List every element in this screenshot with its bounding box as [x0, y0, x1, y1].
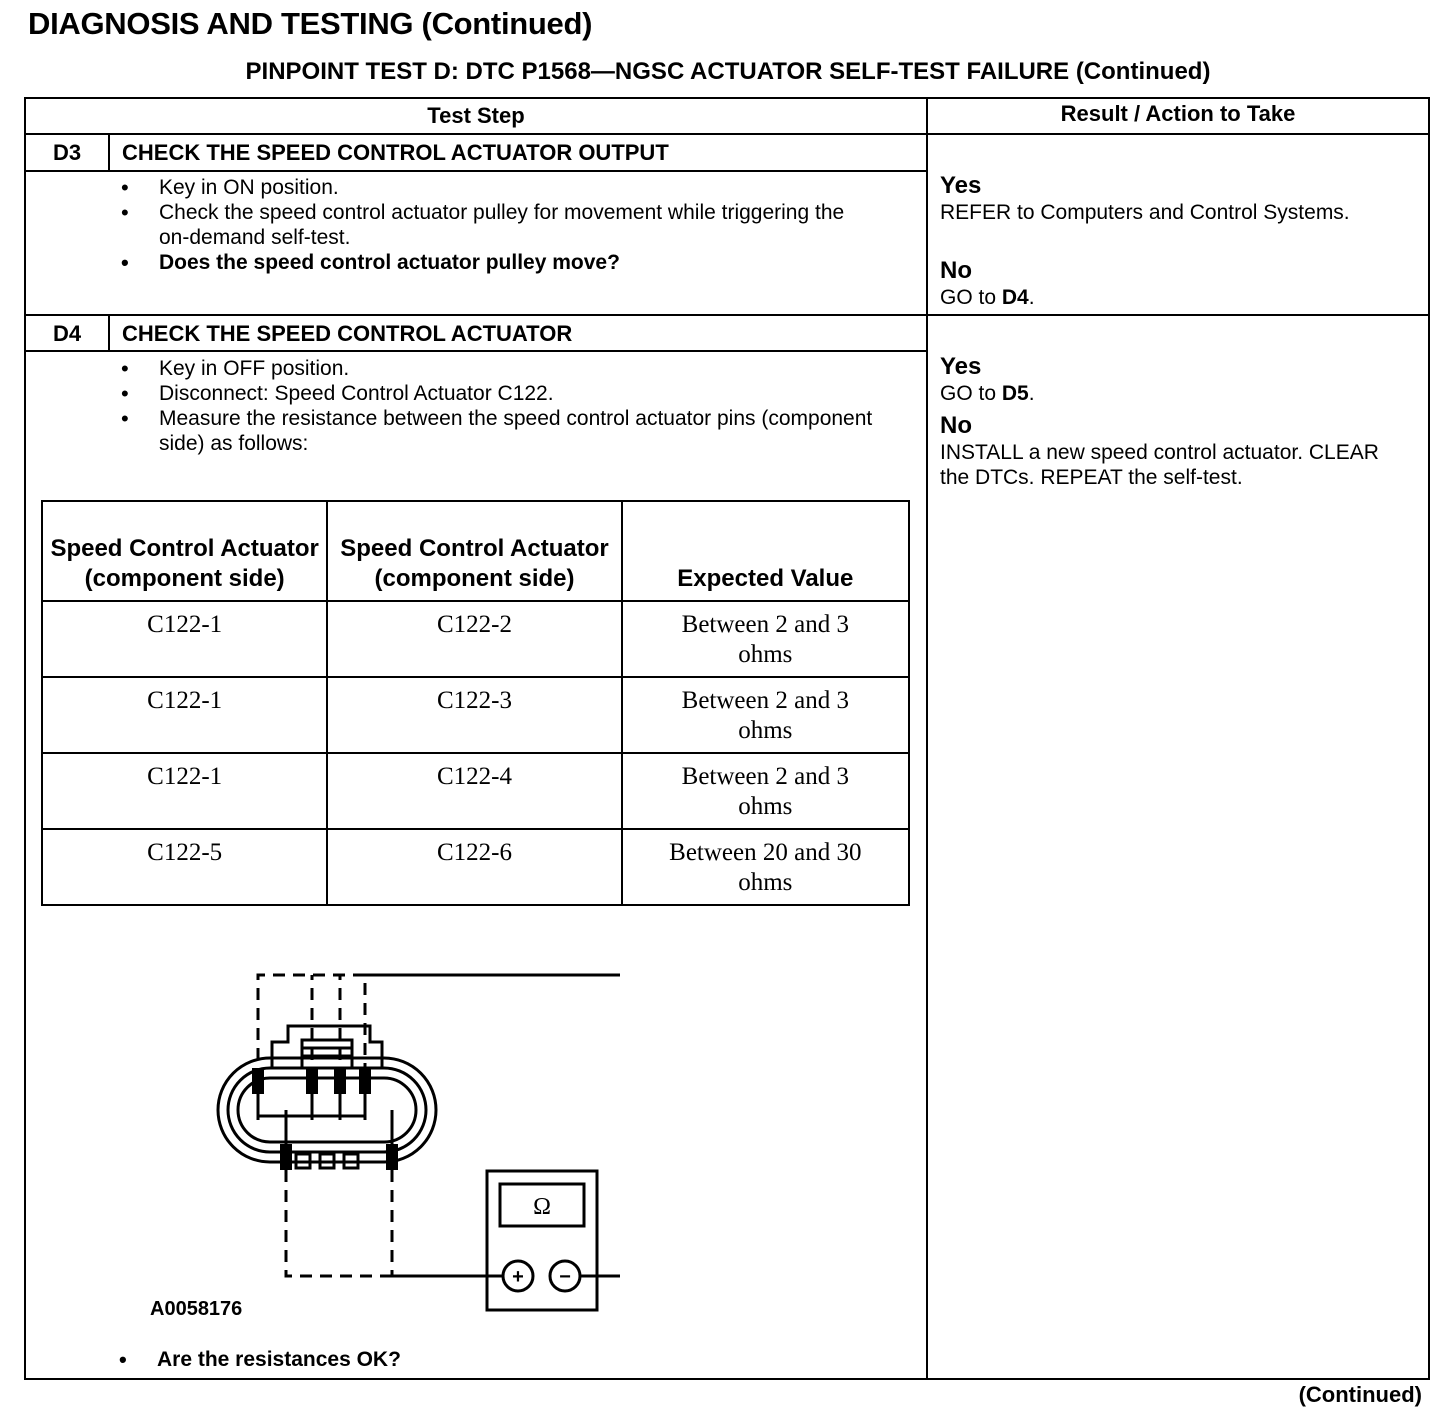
ohmmeter: [487, 1171, 597, 1310]
pin-a-cell: C122-5: [42, 829, 327, 905]
connector-latch: [302, 1040, 352, 1068]
d3-no-label: No: [940, 257, 972, 284]
expected-value-cell: Between 2 and 3 ohms: [622, 601, 909, 677]
d3-result: [940, 172, 1428, 310]
d4-bullet: • Disconnect: Speed Control Actuator C122.: [121, 381, 891, 406]
d3-no-action-period: .: [1028, 286, 1035, 309]
table-row: [42, 829, 909, 905]
expected-value-cell: Between 2 and 3 ohms: [622, 753, 909, 829]
step-title-d4: CHECK THE SPEED CONTROL ACTUATOR: [122, 321, 573, 346]
step-title-d3: CHECK THE SPEED CONTROL ACTUATOR OUTPUT: [122, 140, 669, 165]
minus-symbol: −: [559, 1266, 571, 1288]
resistance-table-header: [42, 501, 909, 601]
pin-b-cell: C122-3: [327, 677, 621, 753]
header-test-step: Test Step: [427, 103, 525, 128]
col-header-expected-value: Expected Value: [622, 501, 909, 601]
d3-question: • Does the speed control actuator pulley move?: [121, 250, 861, 275]
header-divider: [24, 133, 1430, 135]
pin-a-cell: C122-1: [42, 601, 327, 677]
d4-question: • Are the resistances OK?: [119, 1347, 819, 1372]
d4-yes-action-target: D5: [1001, 382, 1029, 405]
step-id-d4: D4: [52, 321, 82, 346]
d3-no-action-target: D4: [1001, 286, 1029, 309]
plus-symbol: +: [512, 1266, 524, 1288]
d4-yes-action-period: .: [1028, 382, 1035, 405]
d4-title-divider: [24, 350, 928, 352]
figure-id: A0058176: [150, 1298, 243, 1320]
connector-ohmmeter-diagram: [200, 960, 620, 1320]
d4-yes-action: [940, 381, 1428, 406]
pin-a-cell: C122-1: [42, 753, 327, 829]
d4-id-divider: [108, 314, 110, 352]
pin-b-cell: C122-6: [327, 829, 621, 905]
table-row: [42, 601, 909, 677]
col-header-pin-b: Speed Control Actuator (component side): [327, 501, 621, 601]
d3-no-action-text: GO to: [940, 286, 1002, 309]
table-row: [42, 677, 909, 753]
d3-title-divider: [24, 170, 928, 172]
d3-id-divider: [108, 133, 110, 172]
d3-no-action: [940, 285, 1428, 310]
dashed-wire: [286, 1170, 392, 1276]
resistance-table: [41, 500, 910, 906]
pin-b-cell: C122-4: [327, 753, 621, 829]
d3-instructions: [121, 175, 861, 275]
header-result-action: Result / Action to Take: [1060, 101, 1296, 126]
d4-instructions: [121, 356, 891, 456]
d4-result: [940, 353, 1428, 490]
connector-inner-shell: [238, 1078, 416, 1142]
d3-d4-divider: [24, 314, 1430, 316]
continued-footer: (Continued): [1298, 1382, 1422, 1407]
d4-yes-label: Yes: [940, 353, 982, 380]
d4-final-question: [119, 1347, 819, 1372]
d4-no-label: No: [940, 412, 972, 439]
ohm-symbol: Ω: [533, 1194, 551, 1220]
d4-yes-action-text: GO to: [940, 382, 1002, 405]
page-title: DIAGNOSIS AND TESTING (Continued): [28, 6, 593, 41]
expected-value-cell: Between 2 and 3 ohms: [622, 677, 909, 753]
column-divider: [926, 97, 928, 1380]
col-header-pin-a: Speed Control Actuator (component side): [42, 501, 327, 601]
d3-yes-action: REFER to Computers and Control Systems.: [940, 201, 1350, 224]
table-row: [42, 753, 909, 829]
pin-a-cell: C122-1: [42, 677, 327, 753]
d3-bullet: • Check the speed control actuator pulley for movement while triggering the on-demand self-test.: [121, 200, 861, 250]
pin-b-cell: C122-2: [327, 601, 621, 677]
expected-value-cell: Between 20 and 30 ohms: [622, 829, 909, 905]
d3-bullet: • Key in ON position.: [121, 175, 861, 200]
step-id-d3: D3: [52, 140, 82, 165]
d4-no-action: INSTALL a new speed control actuator. CLEAR the DTCs. REPEAT the self-test.: [940, 441, 1379, 489]
d4-bullet: • Key in OFF position.: [121, 356, 891, 381]
pinpoint-test-title: PINPOINT TEST D: DTC P1568—NGSC ACTUATOR SELF-TEST FAILURE (Continued): [245, 58, 1211, 85]
d4-bullet: • Measure the resistance between the speed control actuator pins (component side) as follows:: [121, 406, 891, 456]
d3-yes-label: Yes: [940, 172, 982, 199]
